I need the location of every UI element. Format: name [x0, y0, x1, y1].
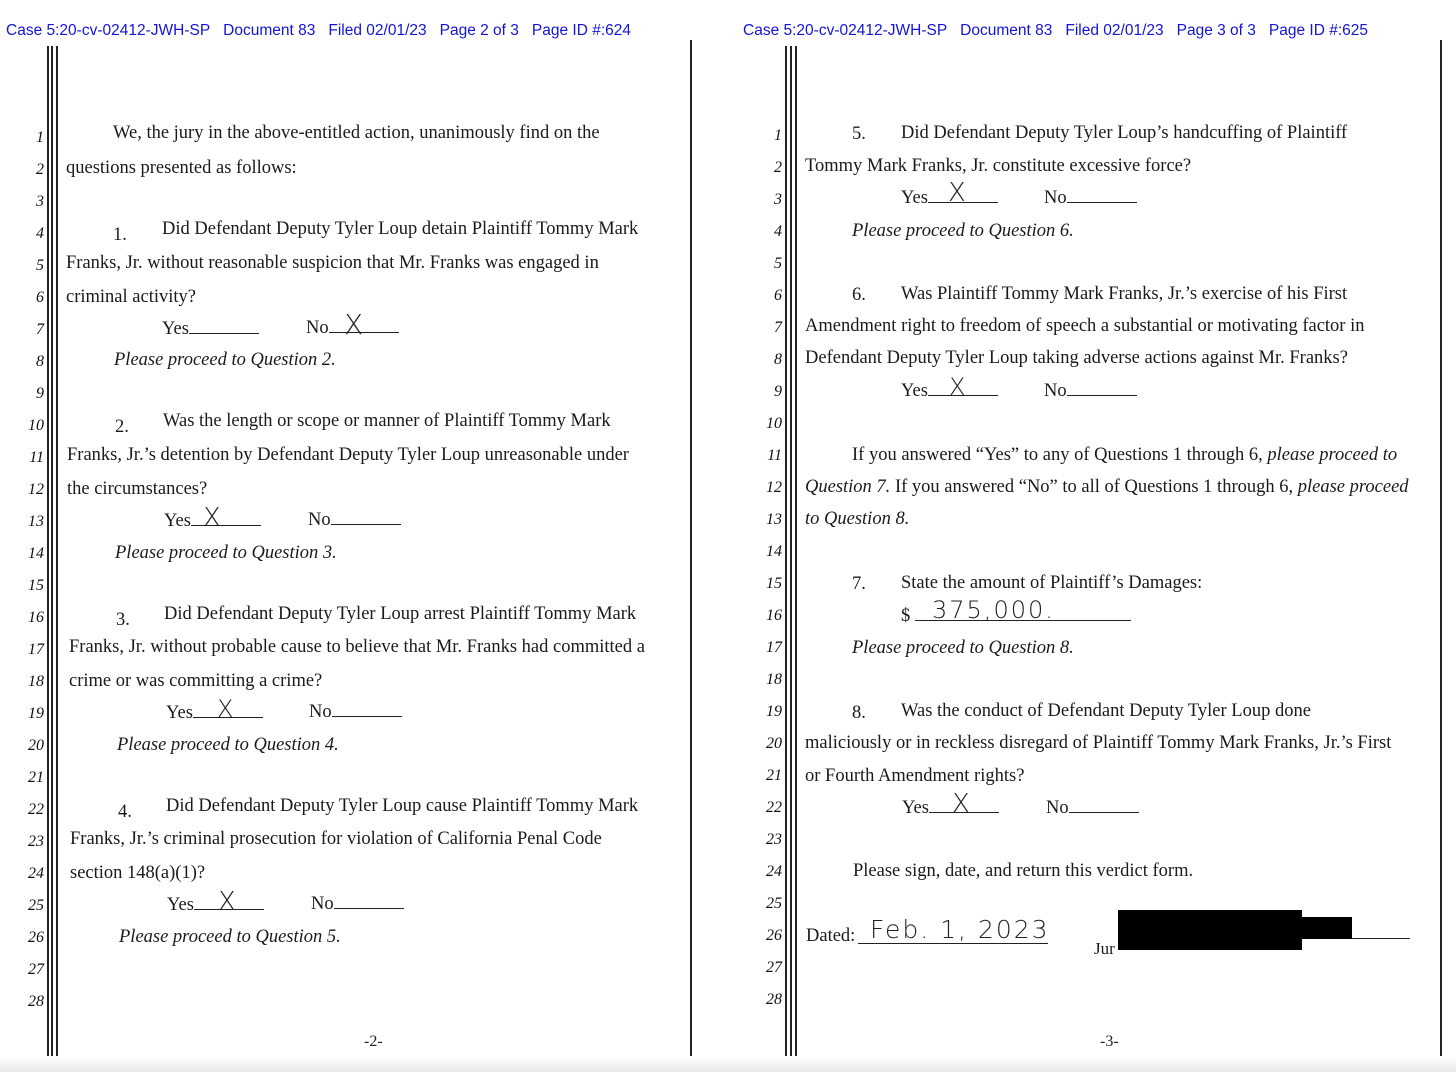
- routing-instruction: [805, 477, 1409, 498]
- filed-date: Filed 02/01/23: [1065, 22, 1164, 39]
- handwritten-x-mark: X: [344, 308, 364, 341]
- answer-blank: [1067, 189, 1137, 203]
- sign-instruction: Please sign, date, and return this verdict form.: [853, 861, 1194, 881]
- line-number: 20: [28, 737, 44, 754]
- yes-label: Yes: [901, 381, 928, 401]
- question-text: Did Defendant Deputy Tyler Loup detain Plaintiff Tommy Mark: [162, 219, 639, 239]
- line-number: 14: [28, 545, 44, 562]
- yes-answer: [902, 798, 999, 819]
- line-number: 25: [766, 895, 782, 912]
- no-answer: [308, 510, 401, 531]
- no-label: No: [306, 318, 329, 338]
- no-label: No: [311, 894, 334, 914]
- proceed-instruction: Please proceed to Question 3.: [115, 543, 337, 563]
- proceed-instruction: Please proceed to Question 8.: [852, 638, 1074, 658]
- yes-label: Yes: [162, 319, 189, 339]
- routing-instruction: [852, 445, 1397, 466]
- redaction-block: [1300, 917, 1352, 939]
- question-text: the circumstances?: [67, 479, 208, 499]
- page-footer-number: -2-: [364, 1033, 383, 1050]
- question-text: Was the length or scope or manner of Plaintiff Tommy Mark: [163, 411, 611, 431]
- page-3: [704, 0, 1456, 1072]
- page-count: Page 3 of 3: [1176, 22, 1256, 39]
- line-number: 20: [766, 735, 782, 752]
- proceed-instruction: Please proceed to Question 4.: [117, 735, 339, 755]
- margin-rule: [56, 46, 58, 1072]
- question-text: Franks, Jr.’s detention by Defendant Deputy Tyler Loup unreasonable under: [67, 445, 629, 465]
- routing-instruction: to Question 8.: [805, 509, 910, 529]
- line-number: 18: [766, 671, 782, 688]
- answer-blank: [329, 319, 399, 333]
- margin-rule: [785, 46, 787, 1072]
- question-text: section 148(a)(1)?: [70, 863, 206, 883]
- line-number: 11: [767, 447, 782, 464]
- question-text: Did Defendant Deputy Tyler Loup’s handcuffing of Plaintiff: [901, 123, 1348, 143]
- question-number: 1.: [113, 225, 127, 245]
- line-number: 9: [36, 385, 44, 402]
- line-number: 5: [774, 255, 782, 272]
- no-label: No: [1046, 798, 1069, 818]
- line-number: 8: [774, 351, 782, 368]
- question-text: maliciously or in reckless disregard of Plaintiff Tommy Mark Franks, Jr.’s First: [805, 733, 1392, 753]
- case-number: Case 5:20-cv-02412-JWH-SP: [6, 22, 211, 39]
- yes-answer: [167, 895, 264, 916]
- yes-answer: [166, 703, 263, 724]
- line-number: 19: [28, 705, 44, 722]
- question-number: 7.: [852, 574, 866, 594]
- line-number: 22: [28, 801, 44, 818]
- question-text: Did Defendant Deputy Tyler Loup cause Plaintiff Tommy Mark: [166, 796, 639, 816]
- line-number: 6: [774, 287, 782, 304]
- line-number: 22: [766, 799, 782, 816]
- line-number: 6: [36, 289, 44, 306]
- right-margin-rule: [690, 40, 692, 1072]
- question-text: criminal activity?: [66, 287, 196, 307]
- yes-label: Yes: [166, 703, 193, 723]
- routing-text: If you answered “No” to all of Questions 1 through 6,: [894, 477, 1294, 497]
- document-number: Document 83: [223, 22, 316, 39]
- no-label: No: [308, 510, 331, 530]
- line-number: 28: [766, 991, 782, 1008]
- line-number: 16: [766, 607, 782, 624]
- proceed-instruction: Please proceed to Question 5.: [119, 927, 341, 947]
- margin-rule: [795, 46, 797, 1072]
- no-answer: [311, 894, 404, 915]
- line-number: 24: [28, 865, 44, 882]
- line-number: 28: [28, 993, 44, 1010]
- redaction-block: [1118, 910, 1302, 950]
- case-number: Case 5:20-cv-02412-JWH-SP: [743, 22, 948, 39]
- line-number: 21: [28, 769, 44, 786]
- line-number: 10: [766, 415, 782, 432]
- question-number: 5.: [852, 124, 866, 144]
- proceed-instruction: Please proceed to Question 6.: [852, 221, 1074, 241]
- no-label: No: [1044, 381, 1067, 401]
- line-number: 25: [28, 897, 44, 914]
- routing-text: Question 7.: [805, 477, 891, 497]
- line-number: 2: [774, 159, 782, 176]
- question-text: or Fourth Amendment rights?: [805, 766, 1025, 786]
- question-number: 3.: [116, 610, 130, 630]
- no-label: No: [1044, 188, 1067, 208]
- page-edge: [0, 1056, 704, 1072]
- intro-text: questions presented as follows:: [66, 158, 297, 178]
- answer-blank: [189, 320, 259, 334]
- answer-blank: [1069, 799, 1139, 813]
- no-answer: [1044, 188, 1137, 209]
- line-number: 8: [36, 353, 44, 370]
- filed-date: Filed 02/01/23: [328, 22, 427, 39]
- line-number: 7: [774, 319, 782, 336]
- line-number: 9: [774, 383, 782, 400]
- question-text: Was the conduct of Defendant Deputy Tyler Loup done: [901, 701, 1311, 721]
- handwritten-x-mark: X: [948, 178, 966, 208]
- yes-label: Yes: [902, 798, 929, 818]
- no-label: No: [309, 702, 332, 722]
- yes-label: Yes: [164, 511, 191, 531]
- answer-blank: [331, 511, 401, 525]
- line-number: 11: [29, 449, 44, 466]
- line-number: 7: [36, 321, 44, 338]
- question-text: State the amount of Plaintiff’s Damages:: [901, 573, 1203, 593]
- document-number: Document 83: [960, 22, 1053, 39]
- page-header: [743, 22, 1381, 40]
- question-text: Franks, Jr. without reasonable suspicion that Mr. Franks was engaged in: [66, 253, 599, 273]
- question-number: 2.: [115, 417, 129, 437]
- page-2: [0, 0, 704, 1072]
- handwritten-x-mark: X: [952, 789, 970, 819]
- line-number: 12: [28, 481, 44, 498]
- question-text: crime or was committing a crime?: [69, 671, 323, 691]
- line-number: 15: [28, 577, 44, 594]
- handwritten-x-mark: X: [949, 373, 966, 401]
- juror-label: Jur: [1094, 939, 1115, 958]
- currency-symbol: $: [901, 606, 911, 626]
- line-number: 3: [774, 191, 782, 208]
- question-number: 8.: [852, 703, 866, 723]
- line-number: 12: [766, 479, 782, 496]
- page-footer-number: -3-: [1100, 1033, 1119, 1050]
- question-text: Franks, Jr.’s criminal prosecution for violation of California Penal Code: [70, 829, 602, 849]
- question-number: 4.: [118, 802, 132, 822]
- line-number: 4: [36, 225, 44, 242]
- no-answer: [1044, 381, 1137, 402]
- answer-blank: [191, 512, 261, 526]
- routing-text: please proceed to: [1267, 445, 1398, 465]
- answer-blank: [332, 703, 402, 717]
- intro-text: We, the jury in the above-entitled action, unanimously find on the: [113, 123, 600, 143]
- line-number: 17: [28, 641, 44, 658]
- no-answer: [309, 702, 402, 723]
- question-text: Franks, Jr. without probable cause to believe that Mr. Franks had committed a: [69, 637, 645, 657]
- question-text: Did Defendant Deputy Tyler Loup arrest Plaintiff Tommy Mark: [164, 604, 637, 624]
- answer-blank: [334, 895, 404, 909]
- line-number: 23: [766, 831, 782, 848]
- routing-text: please proceed: [1297, 477, 1409, 497]
- line-number: 10: [28, 417, 44, 434]
- line-number: 17: [766, 639, 782, 656]
- page-edge: [704, 1056, 1456, 1072]
- line-number: 14: [766, 543, 782, 560]
- answer-blank: [1067, 382, 1137, 396]
- right-margin-rule: [1440, 40, 1442, 1072]
- line-number: 24: [766, 863, 782, 880]
- line-number: 15: [766, 575, 782, 592]
- margin-rule: [51, 46, 53, 1072]
- question-text: Was Plaintiff Tommy Mark Franks, Jr.’s exercise of his First: [901, 284, 1348, 304]
- line-number: 16: [28, 609, 44, 626]
- dated-label: Dated:: [806, 926, 856, 946]
- line-number: 23: [28, 833, 44, 850]
- margin-rule: [47, 46, 49, 1072]
- line-number: 26: [766, 927, 782, 944]
- margin-rule: [790, 46, 792, 1072]
- line-number: 5: [36, 257, 44, 274]
- yes-label: Yes: [167, 895, 194, 915]
- routing-text: If you answered “Yes” to any of Questions 1 through 6,: [852, 445, 1263, 465]
- page-count: Page 2 of 3: [439, 22, 519, 39]
- handwritten-x-mark: X: [203, 503, 221, 533]
- handwritten-date: Feb. 1, 2023: [870, 915, 1050, 944]
- line-number: 26: [28, 929, 44, 946]
- handwritten-x-mark: X: [217, 695, 234, 723]
- line-number: 2: [36, 161, 44, 178]
- no-answer: [1046, 798, 1139, 819]
- handwritten-damages-amount: 375,000.: [932, 596, 1055, 624]
- line-number: 1: [774, 127, 782, 144]
- line-number: 27: [766, 959, 782, 976]
- page-id: Page ID #:624: [531, 22, 632, 39]
- yes-answer: [162, 319, 259, 340]
- line-number: 4: [774, 223, 782, 240]
- line-number: 1: [36, 129, 44, 146]
- question-text: Tommy Mark Franks, Jr. constitute excessive force?: [805, 156, 1192, 176]
- question-text: Amendment right to freedom of speech a substantial or motivating factor in: [805, 316, 1365, 336]
- line-number: 13: [766, 511, 782, 528]
- yes-label: Yes: [901, 188, 928, 208]
- line-number: 27: [28, 961, 44, 978]
- line-number: 3: [36, 193, 44, 210]
- question-number: 6.: [852, 285, 866, 305]
- page-id: Page ID #:625: [1268, 22, 1369, 39]
- line-number: 19: [766, 703, 782, 720]
- line-number: 13: [28, 513, 44, 530]
- line-number: 21: [766, 767, 782, 784]
- proceed-instruction: Please proceed to Question 2.: [114, 350, 336, 370]
- question-text: Defendant Deputy Tyler Loup taking adverse actions against Mr. Franks?: [805, 348, 1348, 368]
- page-header: [6, 22, 644, 40]
- handwritten-x-mark: X: [218, 887, 236, 917]
- line-number: 18: [28, 673, 44, 690]
